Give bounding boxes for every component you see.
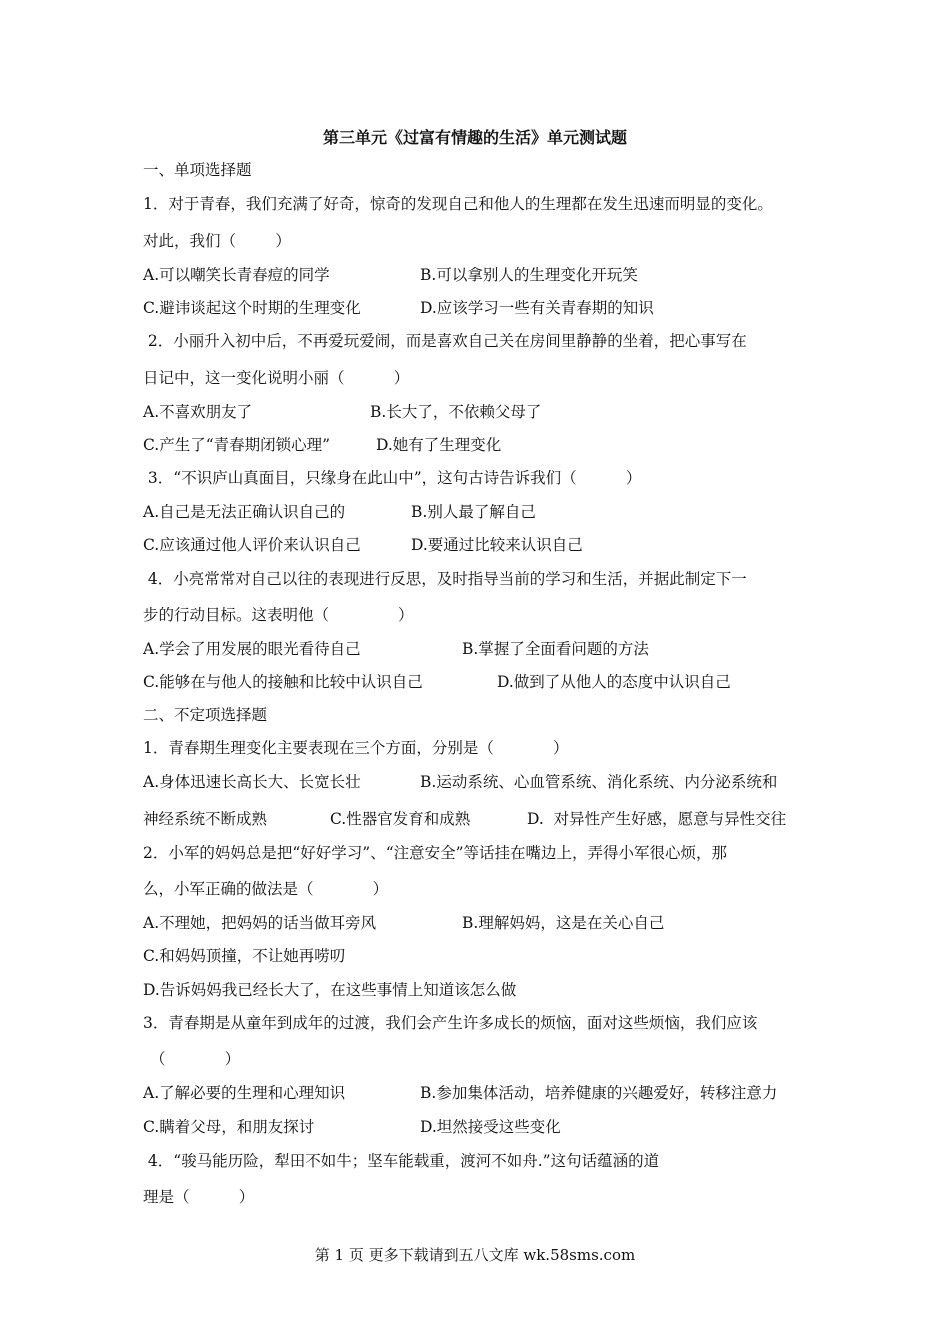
section-heading-1: 一、单项选择题 (143, 161, 252, 179)
p2-option-c: C.和妈妈顶撞，不让她再唠叨 (143, 947, 346, 965)
p2-stem-line1: 2．小军的妈妈总是把“好好学习”、“注意安全”等话挂在嘴边上，弄得小军很心烦，那 (143, 844, 728, 862)
q1-option-c: C.避讳谈起这个时期的生理变化 (143, 299, 361, 317)
p1-option-b-continued: 神经系统不断成熟 (143, 810, 268, 828)
page-title: 第三单元《过富有情趣的生活》单元测试题 (322, 128, 627, 147)
q4-option-b: B.掌握了全面看问题的方法 (462, 640, 649, 658)
p3-option-b: B.参加集体活动，培养健康的兴趣爱好，转移注意力 (420, 1084, 778, 1102)
p2-option-d: D.告诉妈妈我已经长大了，在这些事情上知道该怎么做 (143, 981, 517, 999)
q3-option-c: C.应该通过他人评价来认识自己 (143, 536, 361, 554)
q1-option-a: A.可以嘲笑长青春痘的同学 (143, 266, 330, 284)
q2-option-c: C.产生了“青春期闭锁心理” (143, 436, 331, 454)
q3-option-b: B.别人最了解自己 (411, 503, 536, 521)
q3-option-a: A.自己是无法正确认识自己的 (143, 503, 346, 521)
q2-stem-line2: 日记中，这一变化说明小丽（ ） (143, 369, 410, 387)
p3-stem-line2: （ ） (150, 1050, 241, 1068)
p1-stem-line1: 1．青春期生理变化主要表现在三个方面，分别是（ ） (143, 739, 569, 757)
q4-stem-line1: 4．小亮常常对自己以往的表现进行反思，及时指导当前的学习和生活，并据此制定下一 (143, 570, 747, 588)
q4-option-c: C.能够在与他人的接触和比较中认识自己 (143, 673, 423, 691)
page-footer: 第 1 页 更多下载请到五八文库 wk.58sms.com (314, 1246, 636, 1264)
q4-option-a: A.学会了用发展的眼光看待自己 (143, 640, 361, 658)
q1-stem-line2: 对此，我们（ ） (143, 232, 291, 250)
q2-option-a: A.不喜欢朋友了 (143, 403, 253, 421)
p1-option-c: C.性器官发育和成熟 (330, 810, 471, 828)
p4-stem-line2: 理是（ ） (143, 1188, 255, 1206)
q3-stem-line1: 3．“不识庐山真面目，只缘身在此山中”，这句古诗告诉我们（ ） (143, 469, 642, 487)
p4-stem-line1: 4．“骏马能历险，犁田不如牛；坚车能载重，渡河不如舟.”这句话蕴涵的道 (143, 1152, 660, 1170)
p3-stem-line1: 3．青春期是从童年到成年的过渡，我们会产生许多成长的烦恼，面对这些烦恼，我们应该 (143, 1014, 758, 1032)
p1-option-b: B.运动系统、心血管系统、消化系统、内分泌系统和 (420, 773, 778, 791)
q1-stem-line1: 1．对于青春，我们充满了好奇，惊奇的发现自己和他人的生理都在发生迅速而明显的变化。 (143, 195, 773, 213)
q1-option-d: D.应该学习一些有关青春期的知识 (420, 299, 654, 317)
q2-stem-line1: 2．小丽升入初中后，不再爱玩爱闹，而是喜欢自己关在房间里静静的坐着，把心事写在 (143, 332, 747, 350)
p2-stem-line2: 么，小军正确的做法是（ ） (143, 880, 389, 898)
p3-option-c: C.瞒着父母，和朋友探讨 (143, 1118, 315, 1136)
p2-option-b: B.理解妈妈，这是在关心自己 (462, 914, 665, 932)
p3-option-d: D.坦然接受这些变化 (420, 1118, 561, 1136)
q4-option-d: D.做到了从他人的态度中认识自己 (497, 673, 731, 691)
section-heading-2: 二、不定项选择题 (143, 706, 268, 724)
p1-option-d: D. 对异性产生好感，愿意与异性交往 (527, 810, 787, 828)
p1-option-a: A.身体迅速长高长大、长宽长壮 (143, 773, 361, 791)
p3-option-a: A.了解必要的生理和心理知识 (143, 1084, 346, 1102)
q1-option-b: B.可以拿别人的生理变化开玩笑 (420, 266, 638, 284)
q2-option-b: B.长大了，不依赖父母了 (370, 403, 542, 421)
q4-stem-line2: 步的行动目标。这表明他（ ） (143, 606, 414, 624)
q2-option-d: D.她有了生理变化 (376, 436, 502, 454)
q3-option-d: D.要通过比较来认识自己 (411, 536, 583, 554)
p2-option-a: A.不理她，把妈妈的话当做耳旁风 (143, 914, 377, 932)
